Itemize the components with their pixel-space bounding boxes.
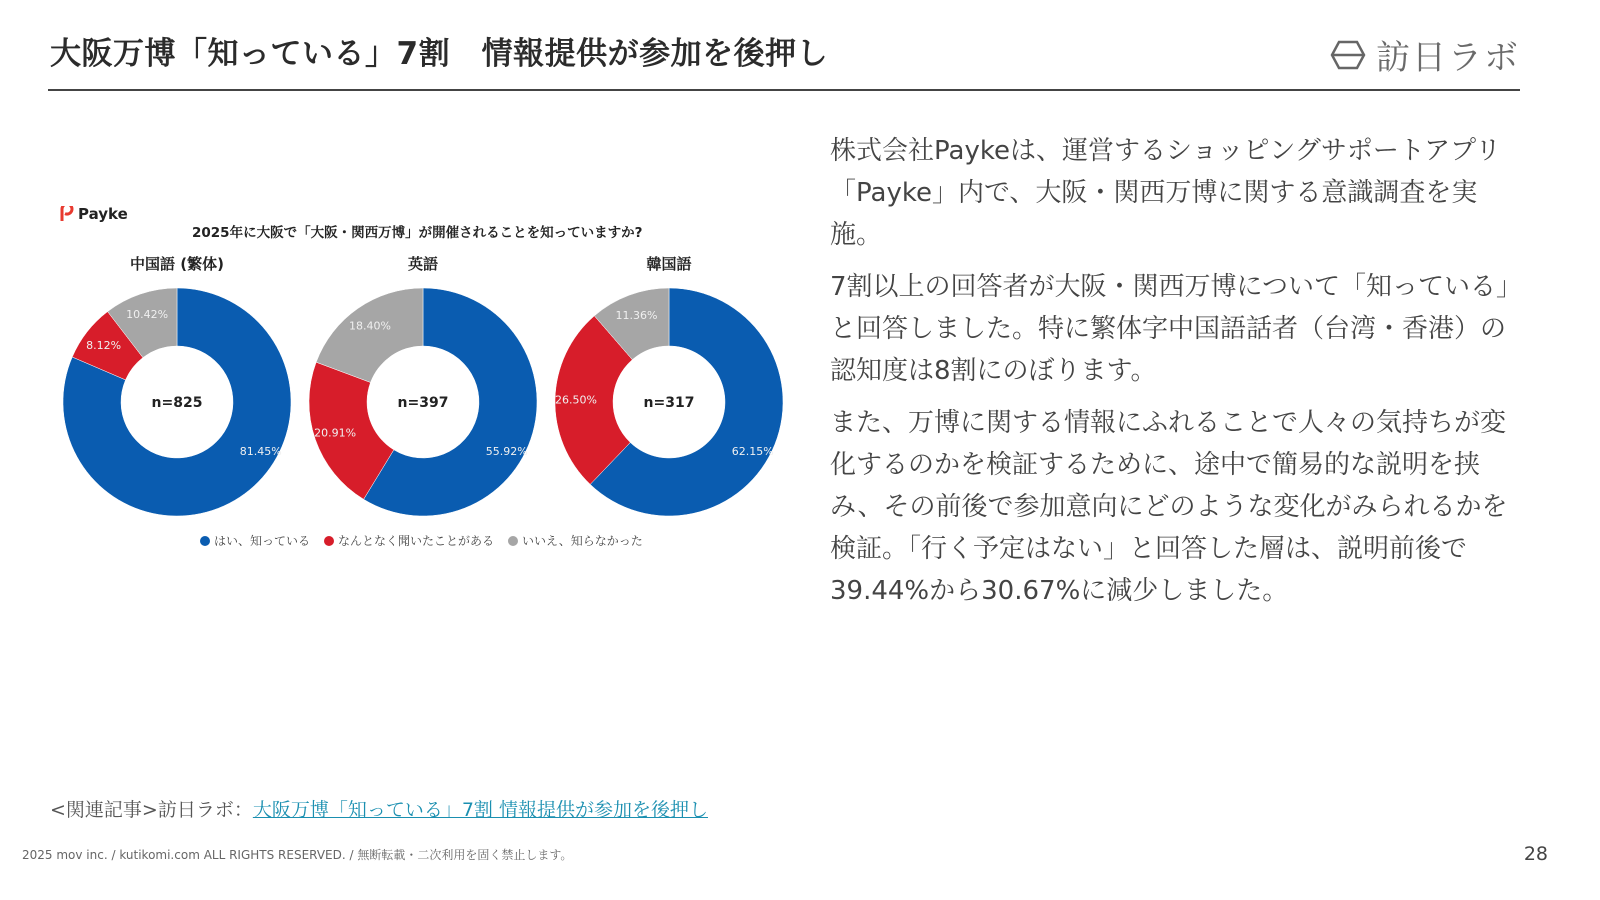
sample-size-label: n=397 bbox=[397, 395, 449, 411]
slice-value-label: 8.12% bbox=[86, 338, 122, 352]
slice-value-label: 26.50% bbox=[555, 393, 598, 407]
related-article bbox=[50, 795, 708, 822]
slice-value-label: 55.92% bbox=[485, 444, 528, 458]
copyright-notice: 2025 mov inc. / kutikomi.com ALL RIGHTS RESERVED. / 無断転載・二次利用を固く禁止します。 bbox=[22, 848, 573, 862]
body-paragraph-2: 7割以上の回答者が大阪・関西万博について「知っている」と回答しました。特に繁体字中国語話者（台湾・香港）の認知度は8割にのぼります。 bbox=[830, 272, 1510, 386]
slice-value-label: 10.42% bbox=[126, 307, 169, 321]
payke-mark-icon bbox=[60, 206, 74, 222]
related-article-link[interactable]: 大阪万博「知っている」7割 情報提供が参加を後押し bbox=[252, 799, 708, 821]
slice-value-label: 11.36% bbox=[615, 308, 658, 322]
page-number: 28 bbox=[1523, 843, 1548, 865]
legend-label-yes: はい、知っている bbox=[214, 534, 311, 548]
slice-value-label: 18.40% bbox=[348, 319, 391, 333]
body-text bbox=[830, 130, 1520, 622]
related-article-prefix: <関連記事>訪日ラボ： bbox=[50, 799, 253, 821]
legend-label-no: いいえ、知らなかった bbox=[522, 534, 643, 548]
chart-title: 2025年に大阪で「大阪・関西万博」が開催されることを知っていますか? bbox=[192, 225, 643, 241]
sample-size-label: n=317 bbox=[643, 395, 695, 411]
body-paragraph-3: また、万博に関する情報にふれることで人々の気持ちが変化するのかを検証するために、途中で簡易的な説明を挟み、その前後で参加意向にどのような変化がみられるかを検証。「行く予定はない」と回答した層は、説明前後で39.44%から30.67%に減少しました。 bbox=[830, 408, 1508, 606]
donut-charts bbox=[60, 245, 800, 525]
slice-value-label: 20.91% bbox=[314, 426, 357, 440]
legend-label-somewhat: なんとなく聞いたことがある bbox=[338, 534, 495, 548]
chart-legend bbox=[200, 532, 643, 549]
brand-name: 訪日ラボ bbox=[1376, 38, 1520, 78]
legend-item-somewhat bbox=[324, 532, 494, 549]
chart-category-label: 中国語 (繁体) bbox=[130, 255, 224, 273]
page-title: 大阪万博「知っている」7割 情報提供が参加を後押し bbox=[50, 36, 829, 72]
sample-size-label: n=825 bbox=[151, 395, 203, 411]
legend-item-no bbox=[508, 532, 643, 549]
body-paragraph-1: 株式会社Paykeは、運営するショッピングサポートアプリ「Payke」内で、大阪・関西万博に関する意識調査を実施。 bbox=[830, 136, 1502, 250]
chart-category-label: 韓国語 bbox=[646, 255, 692, 273]
title-divider bbox=[48, 89, 1520, 91]
chart-category-label: 英語 bbox=[407, 255, 439, 273]
slice-value-label: 62.15% bbox=[731, 444, 774, 458]
payke-logo bbox=[60, 205, 128, 223]
legend-item-yes bbox=[200, 532, 310, 549]
slice-value-label: 81.45% bbox=[239, 444, 282, 458]
legend-swatch-no bbox=[508, 536, 518, 546]
brand-logo bbox=[1330, 30, 1520, 79]
donut-slice-no bbox=[316, 288, 423, 382]
legend-swatch-yes bbox=[200, 536, 210, 546]
brand-mark-icon bbox=[1330, 40, 1366, 70]
legend-swatch-somewhat bbox=[324, 536, 334, 546]
payke-logo-text: Payke bbox=[78, 205, 128, 223]
donut-chart-figure bbox=[60, 205, 800, 565]
